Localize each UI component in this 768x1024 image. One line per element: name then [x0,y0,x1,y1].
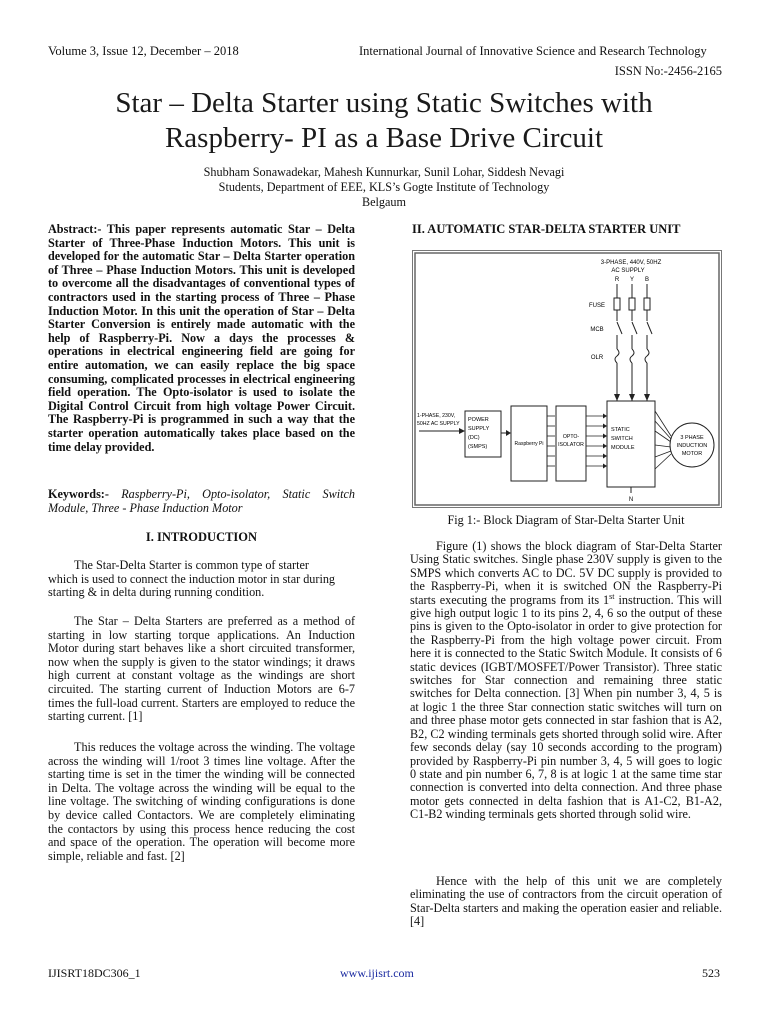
intro-paragraph-1 [48,559,355,600]
authors: Shubham Sonawadekar, Mahesh Kunnurkar, Sunil Lohar, Siddesh Nevagi [203,165,565,179]
superscript-st: st [609,591,615,601]
olr-label: OLR [590,355,604,361]
phase-y-label: Y [629,277,635,283]
mcb-symbols [613,321,652,335]
title-line-2: Raspberry- PI as a Base Drive Circuit [164,122,604,154]
section-heading-introduction: I. INTRODUCTION [145,530,258,544]
issn: ISSN No:-2456-2165 [614,64,722,78]
single-phase-arrow [459,428,465,434]
psu-label-1: POWER [468,417,489,423]
block-diagram-svg [413,251,721,507]
motor-label-3: MOTOR [681,451,703,457]
journal-name: International Journal of Innovative Science and Research Technology [359,44,707,58]
intro-p1-line: which is used to connect the induction motor in star during [48,571,336,586]
intro-paragraph-3: This reduces the voltage across the winding. The voltage across the winding will 1/root 3 times line voltage. After the starting time is set in the timer the winding will be connected in Delta. The voltage across the winding will be equal to the line voltage. The switching of winding configurations is done by device called Contactors. We are completely eliminating the contactors by using this process hence reducing the cost and space of the operation. The operation will become more simple, reliable and fast. [2] [48,740,355,863]
neutral-label: N [628,497,634,503]
intro-p1-line: starting & in delta during running condition. [48,585,265,600]
section-heading-unit: II. AUTOMATIC STAR-DELTA STARTER UNIT [412,222,681,236]
body-paragraph-2: Hence with the help of this unit we are completely eliminating the use of contractors from the circuit operation of Star-Delta starters and making the operation easier and reliable. [4] [410,874,722,929]
opto-label-2: ISOLATOR [558,442,584,448]
body-p1-part-b: instruction. This will give high output logic 1 to its pins 2, 4, 6 so the output of these pins is given to the Opto-isolator in order to give protection for the Raspberry-Pi from the high voltage power circuit. From here it is connected to the Static Switch Module. It consists of 6 static devices (IGBT/MOSFET/Power Transistor). Three static switches for Star connection and remaining three static switches for Delta connection. [3] When pin number 3, 4, 5 is at logic 1 the three Star connection static switches will turn on and three phase motor gets connected in star fashion that is A2, B2, C2 winding terminals gets shorted through solid wire. After few seconds delay (say 10 seconds according to the program) provided by Raspberry-Pi pin number 3, 4, 5 will goes to logic 0 state and pin number 6, 7, 8 is at logic 1 at the same time star connection is converted into delta connection. And three phase motor gets connected in delta fashion that is A1-C2, B1-A2, C1-B2 winding terminals gets shorted through solid wire. [410,592,722,822]
location: Belgaum [361,195,406,209]
rpi-to-opto-lines [547,416,555,466]
opto-label-1: OPTO- [562,434,580,440]
ssm-label-3: MODULE [611,445,635,451]
psu-label-4: (SMPS) [468,444,488,450]
rpi-label: Raspberry Pi [514,441,544,447]
mcb-label: MCB [590,327,604,333]
fuse-symbols [614,298,650,310]
intro-p1-line: The Star-Delta Starter is common type of starter [74,558,309,572]
ssm-label-1: STATIC [611,427,630,433]
static-switch-module-block [607,401,655,487]
keywords [48,488,355,515]
page-number: 523 [702,966,720,980]
title-line-1: Star – Delta Starter using Static Switches with [115,87,653,119]
phase-r-label: R [614,277,620,283]
keywords-text: Raspberry-Pi, Opto-isolator, Static Switch Module, Three - Phase Induction Motor [48,487,355,515]
psu-label-2: SUPPLY [468,426,490,432]
block-diagram-figure [412,250,722,508]
supply-label-1: 3-PHASE, 440V, 50HZ [600,260,662,266]
supply-label-2: AC SUPPLY [611,268,645,274]
olr-symbols [613,349,651,363]
single-phase-label-2: 50HZ AC SUPPLY [417,421,460,427]
ssm-to-motor-lines [655,411,671,469]
psu-label-3: (DC) [468,435,480,441]
psu-arrow [506,430,511,436]
ssm-label-2: SWITCH [611,436,633,442]
volume-info: Volume 3, Issue 12, December – 2018 [48,44,239,58]
fuse-label: FUSE [588,303,606,309]
figure-caption: Fig 1:- Block Diagram of Star-Delta Starter Unit [447,513,685,527]
phase-arrows [614,394,650,401]
intro-paragraph-2: The Star – Delta Starters are preferred as a method of starting in low starting torque applications. An Induction Motor during start behaves like a short circuited transformer, now when the supply is given to the stator windings; it draws high current at constant voltage as the windings are short circuited. The starting current of Induction Motors are 6-7 times the full-load current. Starters are employed to reduce the starting current. [1] [48,614,355,724]
keywords-label: Keywords:- [48,487,109,501]
abstract: Abstract:- This paper represents automatic Star – Delta Starter of Three-Phase Induction Motors. This unit is developed for the automatic Star – Delta Starter operation of Three – Phase Induction Motors. This unit is developed to overcome all the disadvantages of conventional types of contractors used in the starting process of Three – Phase Induction Motor. In this unit the operation of Star – Delta Starter Conversion is entirely made automatic with the help of Raspberry-Pi. Now a days the processes & operations in electrical engineering field are going for entire automation, we can easily replace the big space consuming, complicated processes in electrical engineering field operation. The Opto-isolator is used to isolate the Digital Control Circuit from high voltage Power Circuit. The Raspberry-Pi is programmed in such a way that the starter operation automatically takes place based on the time delay provided. [48,222,355,454]
phase-b-label: B [644,277,650,283]
body-paragraph-1 [410,540,722,822]
single-phase-label-1: 1-PHASE, 230V, [417,413,456,419]
paper-id: IJISRT18DC306_1 [48,966,141,980]
affiliation: Students, Department of EEE, KLS’s Gogte Institute of Technology [218,180,550,194]
opto-to-ssm-arrows [603,414,607,469]
journal-url-link[interactable]: www.ijisrt.com [340,966,414,980]
body-p1-part-a: Figure (1) shows the block diagram of Star-Delta Starter Using Static switches. Single phase 230V supply is given to the SMPS which converts AC to DC. 5V DC supply is provided to the Raspberry-Pi, when it is switched ON the Raspberry-Pi starts executing the programs from its 1 [410,539,722,607]
motor-label-1: 3 PHASE [680,435,704,441]
journal-url[interactable] [340,966,414,981]
motor-label-2: INDUCTION [676,443,708,449]
paper-title [40,86,728,156]
